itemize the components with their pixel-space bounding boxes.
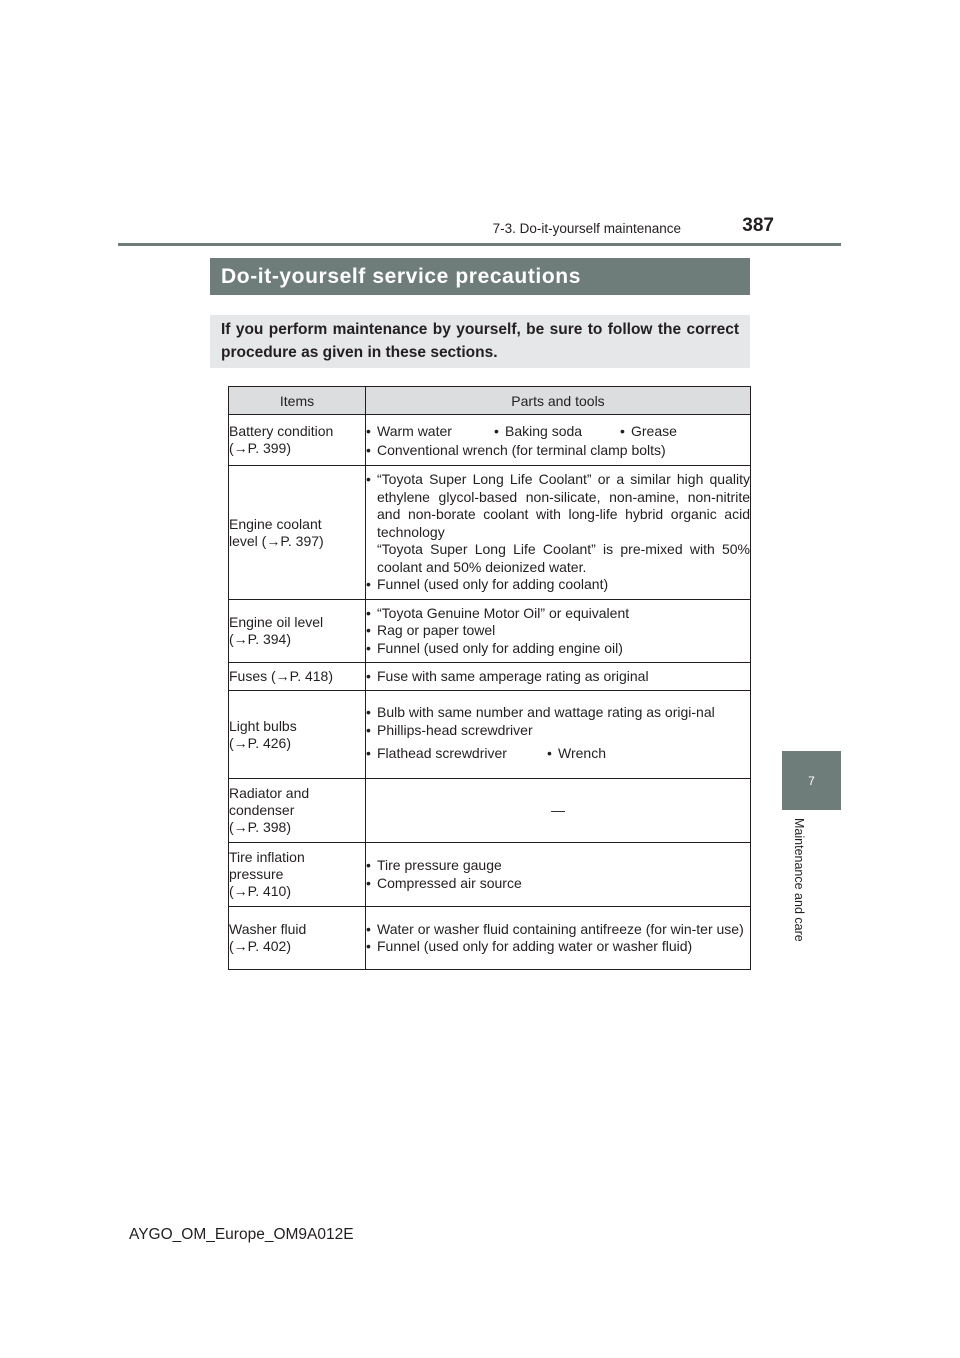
bullet-icon: •	[366, 622, 371, 639]
footer-doc-id: AYGO_OM_Europe_OM9A012E	[129, 1226, 354, 1243]
item-line: Engine oil level	[229, 614, 324, 630]
bullet-icon: •	[494, 422, 499, 439]
empty-dash: —	[551, 801, 565, 818]
tool-cell	[366, 663, 751, 691]
list-item: • Tire pressure gauge	[366, 857, 502, 873]
list-item: • Compressed air source	[366, 874, 522, 891]
tool-list	[366, 605, 750, 658]
header-rule	[118, 243, 841, 246]
table-row	[229, 779, 751, 843]
item-line: Washer fluid	[229, 921, 307, 937]
bullet-icon: •	[366, 920, 371, 937]
list-item: • Fuse with same amperage rating as original	[366, 667, 649, 684]
bullet-icon: •	[366, 639, 371, 656]
item-line: Battery condition	[229, 423, 334, 439]
tool-cell	[366, 843, 751, 907]
item-line: (→P. 426)	[229, 734, 291, 751]
item-line: (→P. 398)	[229, 819, 291, 835]
list-item: • Funnel (used only for adding coolant)	[366, 576, 609, 593]
intro-text: If you perform maintenance by yourself, be sure to follow the correct procedure as given in these sections.	[221, 321, 739, 361]
item-cell	[229, 663, 366, 691]
bullet-icon: •	[620, 422, 625, 439]
list-note: “Toyota Super Long Life Coolant” is pre-mixed with 50% coolant and 50% deionized water.	[377, 541, 750, 575]
bullet-icon: •	[366, 745, 371, 762]
list-item: • Funnel (used only for adding water or washer fluid)	[366, 938, 693, 954]
tool-cell	[366, 600, 751, 663]
bullet-icon: •	[366, 857, 371, 873]
chapter-title: Maintenance and care	[792, 818, 806, 942]
header-parts-tools: Parts and tools	[366, 387, 751, 415]
item-cell	[229, 779, 366, 843]
item-line: (→P. 399)	[229, 440, 291, 456]
bullet-icon: •	[366, 874, 371, 891]
list-item: • “Toyota Genuine Motor Oil” or equivalent	[366, 604, 630, 621]
tool-cell	[366, 779, 751, 843]
bullet-icon: •	[366, 442, 371, 458]
header-items: Items	[229, 387, 366, 415]
table-row	[229, 415, 751, 466]
item-line: (→P. 394)	[229, 631, 291, 647]
table-row	[229, 466, 751, 600]
list-item: • Funnel (used only for adding engine oil)	[366, 639, 623, 656]
item-line: Fuses (→P. 418)	[229, 668, 334, 684]
section-title: Do-it-yourself service precautions	[210, 258, 750, 295]
item-line: condenser	[229, 802, 295, 818]
list-item: • Phillips-head screwdriver	[366, 721, 533, 738]
tool-list	[366, 471, 750, 594]
bullet-icon: •	[366, 704, 371, 721]
tool-item: Grease	[631, 422, 677, 439]
tool-list	[366, 704, 750, 739]
tool-item: Flathead screwdriver	[377, 745, 507, 762]
bullet-icon: •	[366, 721, 371, 738]
table-row	[229, 663, 751, 691]
item-cell	[229, 907, 366, 970]
intro-box	[210, 315, 750, 368]
inline-tools	[366, 423, 750, 441]
list-item: • “Toyota Super Long Life Coolant” or a similar high quality ethylene glycol-based non-silicate, non-amine, non-nitrite and non-borate coolant with long-life hybrid organic acid technology	[366, 471, 750, 540]
tool-cell	[366, 691, 751, 779]
item-line: Engine coolant	[229, 515, 322, 532]
header-section-title: 7-3. Do-it-yourself maintenance	[492, 221, 681, 236]
list-item: • Water or washer fluid containing antifreeze (for win-ter use)	[366, 920, 744, 937]
table-row	[229, 907, 751, 970]
tool-list	[366, 442, 750, 460]
item-cell	[229, 691, 366, 779]
tool-list	[366, 857, 750, 892]
bullet-icon: •	[366, 576, 371, 593]
bullet-icon: •	[366, 604, 371, 621]
item-line: pressure	[229, 866, 284, 882]
table-header-row	[229, 387, 751, 415]
list-item: • Conventional wrench (for terminal clamp bolts)	[366, 442, 666, 458]
bullet-icon: •	[366, 667, 371, 684]
tool-list	[366, 921, 750, 956]
tool-item: Wrench	[558, 745, 606, 762]
item-line: level (→P. 397)	[229, 532, 324, 549]
parts-table	[228, 386, 751, 970]
tool-list	[366, 668, 750, 686]
item-line: Tire inflation	[229, 849, 305, 865]
tool-item: Baking soda	[505, 422, 583, 439]
table-row	[229, 691, 751, 779]
tool-cell	[366, 907, 751, 970]
inline-tools	[366, 745, 750, 763]
table-row	[229, 600, 751, 663]
table-row	[229, 843, 751, 907]
chapter-tab	[782, 751, 841, 810]
page-number: 387	[742, 215, 774, 236]
tool-cell	[366, 466, 751, 600]
bullet-icon: •	[547, 745, 552, 762]
list-item: • Rag or paper towel	[366, 622, 496, 639]
list-item: • Bulb with same number and wattage rating as origi-nal	[366, 704, 715, 721]
bullet-icon: •	[366, 471, 371, 488]
tool-item: Warm water	[377, 422, 452, 439]
item-cell	[229, 843, 366, 907]
bullet-icon: •	[366, 938, 371, 954]
item-line: (→P. 402)	[229, 938, 291, 954]
bullet-icon: •	[366, 422, 371, 439]
tool-cell	[366, 415, 751, 466]
item-line: Radiator and	[229, 785, 310, 801]
item-line: (→P. 410)	[229, 883, 291, 899]
item-cell	[229, 600, 366, 663]
item-line: Light bulbs	[229, 717, 297, 734]
chapter-number: 7	[808, 773, 815, 788]
item-cell	[229, 415, 366, 466]
item-cell	[229, 466, 366, 600]
